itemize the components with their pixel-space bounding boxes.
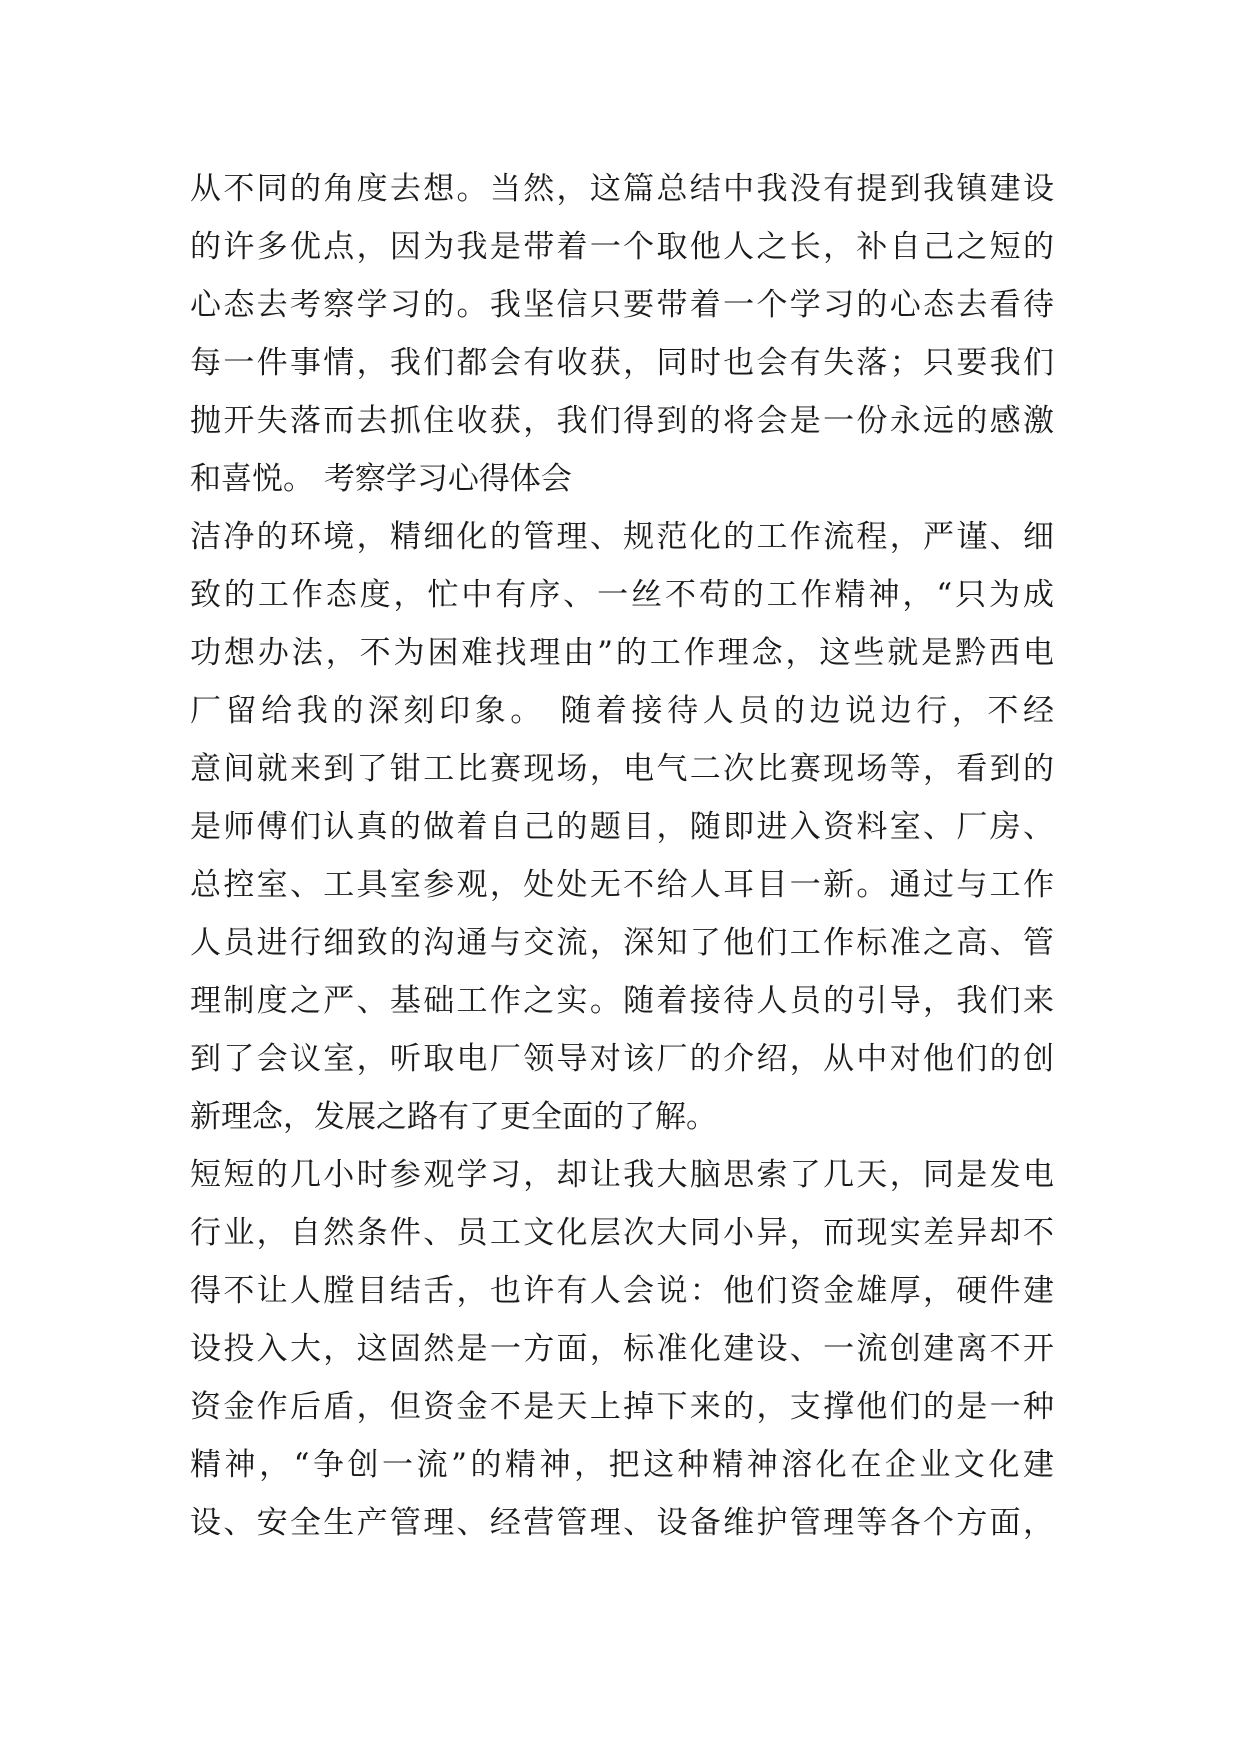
text-line: 洁净的环境，精细化的管理、规范化的工作流程，严谨、细 [190,519,1054,555]
text-line: 行业，自然条件、员工文化层次大同小异，而现实差异却不 [190,1215,1054,1251]
text-line: 致的工作态度，忙中有序、一丝不苟的工作精神，“只为成 [190,577,1054,613]
text-line: 到了会议室，听取电厂领导对该厂的介绍，从中对他们的创 [190,1041,1054,1077]
text-line: 和喜悦。 考察学习心得体会 [190,461,572,497]
text-line: 设投入大，这固然是一方面，标准化建设、一流创建离不开 [190,1331,1054,1367]
text-line: 心态去考察学习的。我坚信只要带着一个学习的心态去看待 [190,287,1054,323]
text-line: 厂留给我的深刻印象。 随着接待人员的边说边行，不经 [190,693,1054,729]
text-line: 的许多优点，因为我是带着一个取他人之长，补自己之短的 [190,229,1054,265]
text-line: 理制度之严、基础工作之实。随着接待人员的引导，我们来 [190,983,1054,1019]
text-line: 是师傅们认真的做着自己的题目，随即进入资料室、厂房、 [190,809,1054,845]
text-line: 新理念，发展之路有了更全面的了解。 [190,1099,717,1135]
text-line: 设、安全生产管理、经营管理、设备维护管理等各个方面， [190,1505,1054,1541]
text-line: 短短的几小时参观学习，却让我大脑思索了几天，同是发电 [190,1157,1054,1193]
text-line: 得不让人膛目结舌，也许有人会说：他们资金雄厚，硬件建 [190,1273,1054,1309]
text-line: 从不同的角度去想。当然，这篇总结中我没有提到我镇建设 [190,171,1054,207]
text-line: 精神，“争创一流”的精神，把这种精神溶化在企业文化建 [190,1447,1054,1483]
text-line: 资金作后盾，但资金不是天上掉下来的，支撑他们的是一种 [190,1389,1054,1425]
text-line: 总控室、工具室参观，处处无不给人耳目一新。通过与工作 [190,867,1054,903]
text-line: 意间就来到了钳工比赛现场，电气二次比赛现场等，看到的 [190,751,1054,787]
text-line: 功想办法，不为困难找理由”的工作理念，这些就是黔西电 [190,635,1054,671]
text-line: 人员进行细致的沟通与交流，深知了他们工作标准之高、管 [190,925,1054,961]
text-line: 抛开失落而去抓住收获，我们得到的将会是一份永远的感激 [190,403,1054,439]
text-line: 每一件事情，我们都会有收获，同时也会有失落；只要我们 [190,345,1054,381]
document-page [190,160,1054,1552]
